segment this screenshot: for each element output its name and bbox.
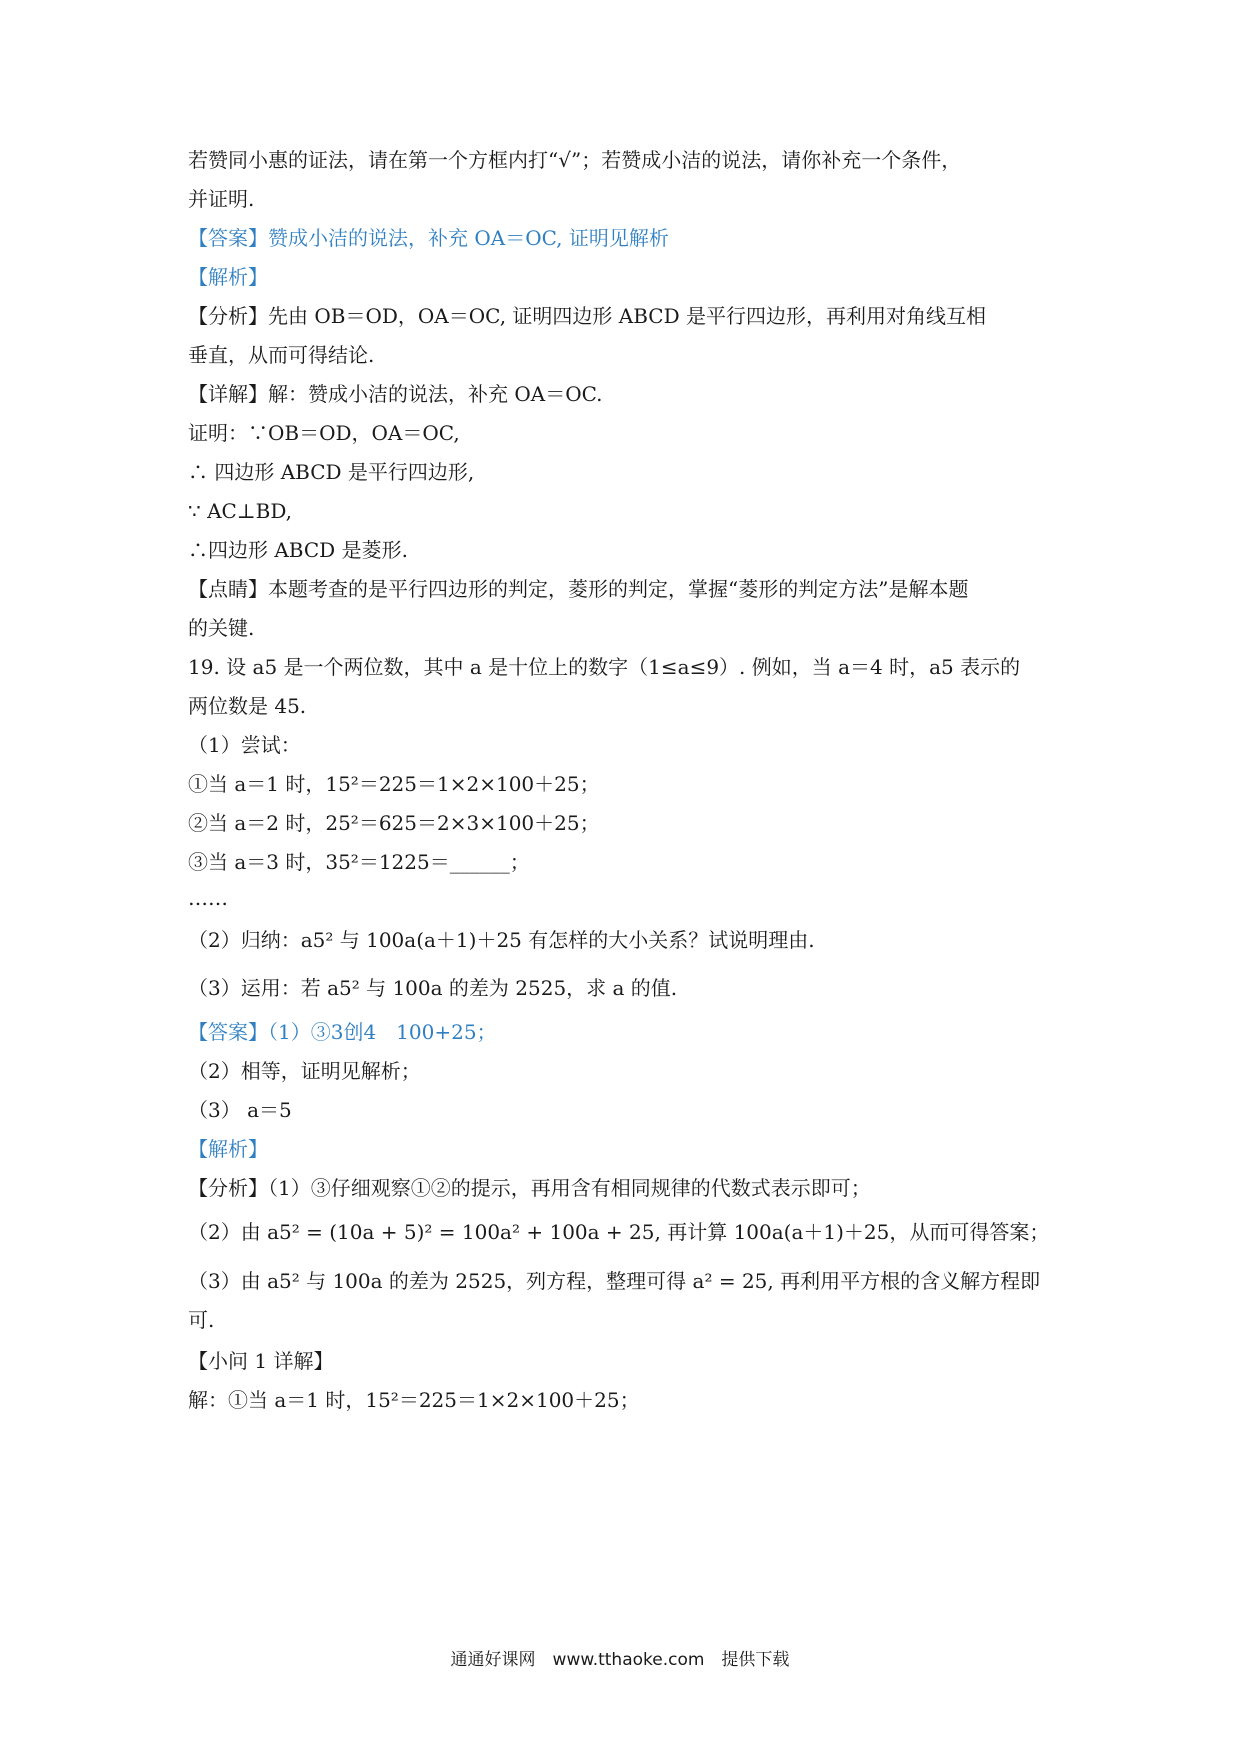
text-line: ∵ AC⊥BD,: [188, 499, 293, 523]
text-line: 若赞同小惠的证法，请在第一个方框内打“√”；若赞成小洁的说法，请你补充一个条件，: [188, 148, 962, 172]
text-line: （3） a＝5: [188, 1098, 292, 1122]
text-line: 解：①当 a＝1 时，15²＝225＝1×2×100＋25；: [188, 1388, 640, 1412]
text-line: （2）相等，证明见解析；: [188, 1059, 421, 1083]
text-line: 两位数是 45.: [188, 694, 307, 718]
text-line: （2）由 a5² = (10a + 5)² = 100a² + 100a + 25, 再计算 100a(a＋1)＋25，从而可得答案；: [188, 1220, 1050, 1244]
text-line: 【小问 1 详解】: [188, 1349, 334, 1373]
text-line: ③当 a＝3 时，35²＝1225＝______；: [188, 850, 530, 874]
text-line: ①当 a＝1 时，15²＝225＝1×2×100＋25；: [188, 772, 600, 796]
text-line: 【详解】解：赞成小洁的说法，补充 OA＝OC.: [188, 382, 603, 406]
text-line: （2）归纳：a5² 与 100a(a＋1)＋25 有怎样的大小关系？试说明理由.: [188, 928, 815, 952]
text-line: 并证明.: [188, 187, 255, 211]
analysis-label: 【解析】: [188, 1137, 268, 1161]
answer-line: 【答案】（1）③3创4 100+25；: [188, 1020, 497, 1044]
text-line: （1）尝试：: [188, 733, 301, 757]
text-line: ②当 a＝2 时，25²＝625＝2×3×100＋25；: [188, 811, 600, 835]
answer-line: 【答案】赞成小洁的说法，补充 OA＝OC, 证明见解析: [188, 226, 669, 250]
text-line: 的关键.: [188, 616, 255, 640]
text-line: 【分析】先由 OB＝OD，OA＝OC, 证明四边形 ABCD 是平行四边形，再利用对角线互相: [188, 304, 986, 328]
text-line: 【分析】（1）③仔细观察①②的提示，再用含有相同规律的代数式表示即可；: [188, 1176, 871, 1200]
text-line: ……: [188, 886, 228, 910]
text-line: 证明：∵OB＝OD，OA＝OC,: [188, 421, 460, 445]
text-line: 可.: [188, 1308, 215, 1332]
text-line: 垂直，从而可得结论.: [188, 343, 375, 367]
text-line: ∴四边形 ABCD 是菱形.: [188, 538, 408, 562]
text-line: （3）由 a5² 与 100a 的差为 2525，列方程，整理可得 a² = 25, 再利用平方根的含义解方程即: [188, 1269, 1041, 1293]
text-line: 【点睛】本题考查的是平行四边形的判定，菱形的判定，掌握“菱形的判定方法”是解本题: [188, 577, 969, 601]
question-line: 19. 设 a5 是一个两位数，其中 a 是十位上的数字（1≤a≤9）. 例如，当 a＝4 时，a5 表示的: [188, 655, 1021, 679]
text-line: ∴ 四边形 ABCD 是平行四边形,: [188, 460, 475, 484]
page-footer: 通通好课网 www.tthaoke.com 提供下载: [450, 1650, 790, 1670]
text-line: （3）运用：若 a5² 与 100a 的差为 2525，求 a 的值.: [188, 976, 678, 1000]
analysis-label: 【解析】: [188, 265, 268, 289]
